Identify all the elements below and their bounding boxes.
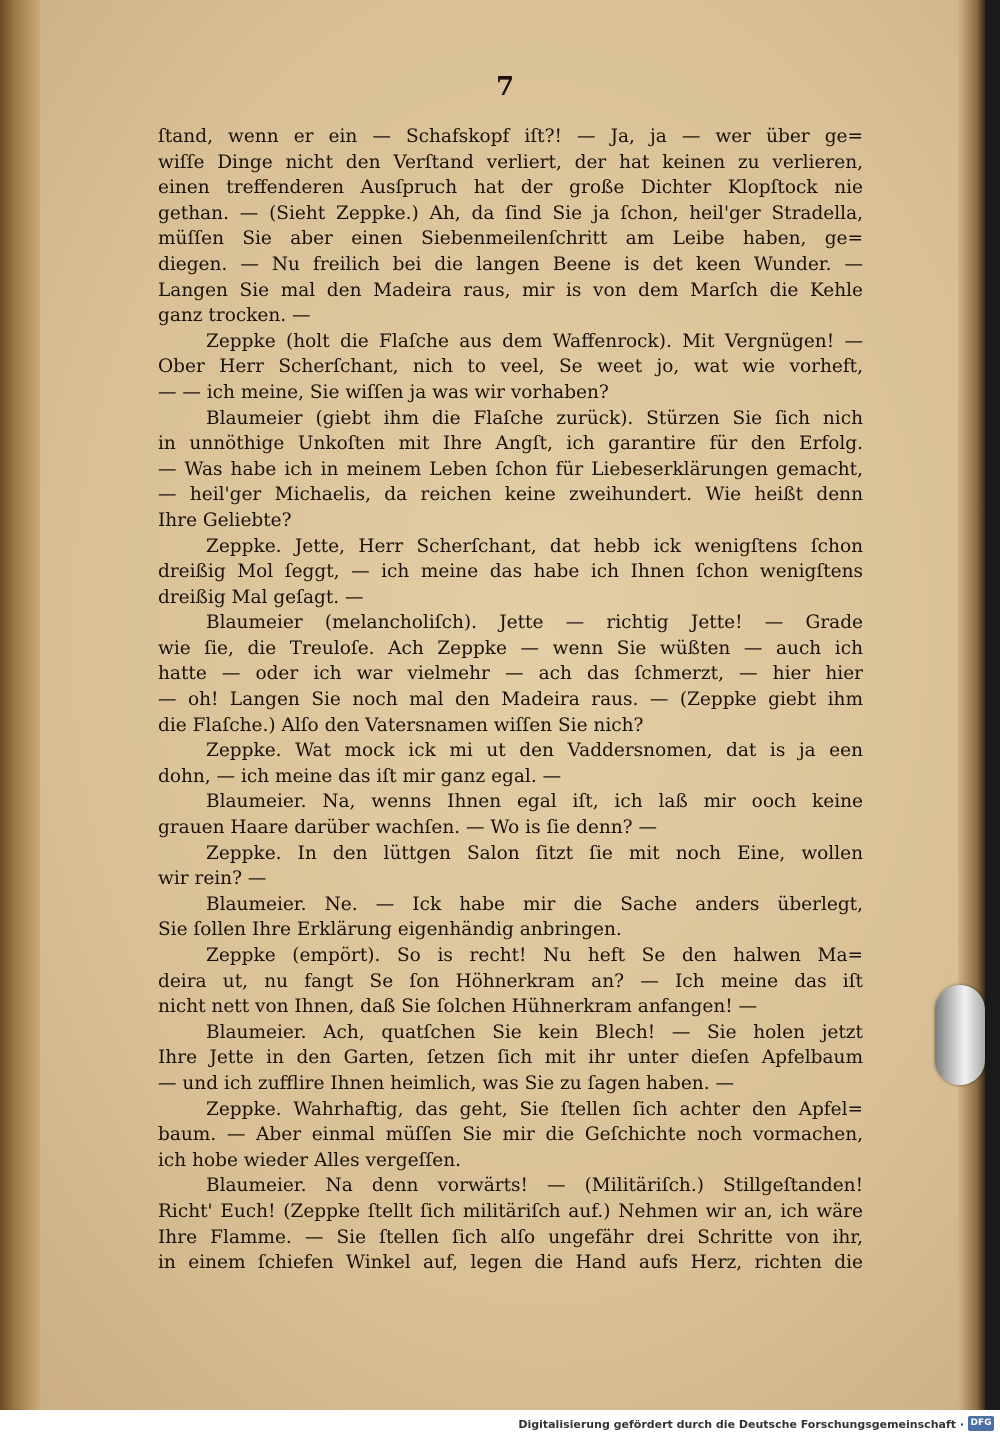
text-line: dreißig Mol ſeggt, — ich meine das habe ich Ihnen ſchon wenigſtens: [158, 561, 863, 583]
text-line: — Was habe ich in meinem Leben ſchon für Liebeserklärungen gemacht,: [158, 458, 863, 480]
text-line: Blaumeier. Ach, quatſchen Sie kein Blech! — Sie holen jetzt: [206, 1021, 863, 1043]
text-line: ich hobe wieder Alles vergeſſen.: [158, 1149, 462, 1171]
text-line: Blaumeier. Na, wenns Ihnen egal iſt, ich laß mir ooch keine: [206, 791, 863, 813]
body-text: [158, 124, 863, 1276]
text-line: Sie ſollen Ihre Erklärung eigenhändig anbringen.: [158, 919, 622, 941]
page-edge: [958, 0, 985, 1410]
text-line: nicht nett von Ihnen, daß Sie ſolchen Hühnerkram anfangen! —: [158, 996, 758, 1018]
text-line: baum. — Aber einmal müſſen Sie mir die Geſchichte noch vormachen,: [158, 1124, 863, 1146]
dfg-logo: DFG: [968, 1416, 994, 1431]
text-line: Richt' Euch! (Zeppke ſtellt ſich militäriſch auf.) Nehmen wir an, ich wäre: [158, 1200, 863, 1222]
text-line: Ihre Jette in den Garten, ſetzen ſich mit ihr unter dieſen Apfelbaum: [158, 1047, 863, 1069]
text-line: — — ich meine, Sie wiſſen ja was wir vorhaben?: [158, 381, 609, 403]
text-line: Blaumeier (melancholiſch). Jette — richtig Jette! — Grade: [206, 612, 863, 634]
text-line: in einem ſchiefen Winkel auf, legen die Hand aufs Herz, richten die: [158, 1252, 863, 1274]
text-line: die Flaſche.) Alſo den Vatersnamen wiſſen Sie nich?: [158, 714, 644, 736]
text-line: diegen. — Nu freilich bei die langen Beene is det keen Wunder. —: [158, 253, 863, 275]
text-line: wir rein? —: [158, 868, 267, 890]
text-line: Zeppke. Jette, Herr Scherſchant, dat hebb ick wenigſtens ſchon: [206, 535, 863, 557]
text-line: Zeppke. Wahrhaftig, das geht, Sie ſtellen ſich achter den Apfel=: [206, 1098, 863, 1120]
text-line: Blaumeier (giebt ihm die Flaſche zurück). Stürzen Sie ſich nich: [206, 407, 863, 429]
text-line: Blaumeier. Ne. — Ick habe mir die Sache anders überlegt,: [206, 893, 863, 915]
text-line: Zeppke. In den lüttgen Salon ſitzt ſie mit noch Eine, wollen: [206, 842, 863, 864]
page-number: 7: [495, 72, 515, 102]
text-line: wiſſe Dinge nicht den Verſtand verliert, der hat keinen zu verlieren,: [158, 151, 863, 173]
text-line: grauen Haare darüber wachſen. — Wo is ſie denn? —: [158, 817, 657, 839]
text-line: in unnöthige Unkoſten mit Ihre Angſt, ich garantire für den Erfolg.: [158, 433, 863, 455]
text-line: müſſen Sie aber einen Siebenmeilenſchritt am Leibe haben, ge=: [158, 228, 863, 250]
text-line: Ober Herr Scherſchant, nich to veel, Se weet jo, wat wie vorheft,: [158, 356, 863, 378]
text-line: ganz trocken. —: [158, 305, 311, 327]
text-line: Zeppke (holt die Flaſche aus dem Waffenrock). Mit Vergnügen! —: [206, 330, 863, 352]
text-line: Zeppke (empört). So is recht! Nu heft Se den halwen Ma=: [206, 945, 863, 966]
digitization-credit: Digitalisierung gefördert durch die Deutsche Forschungsgemeinschaft ·: [518, 1418, 964, 1431]
text-line: Ihre Geliebte?: [158, 509, 292, 531]
text-line: — und ich zufflire Ihnen heimlich, was Sie zu ſagen haben. —: [158, 1072, 734, 1094]
text-line: — heil'ger Michaelis, da reichen keine zweihundert. Wie heißt denn: [158, 484, 863, 506]
book-spine: [0, 0, 40, 1410]
text-line: dohn, — ich meine das iſt mir ganz egal. —: [158, 765, 562, 787]
text-line: deira ut, nu fangt Se ſon Höhnerkram an? — Ich meine das iſt: [158, 970, 863, 992]
text-line: Blaumeier. Na denn vorwärts! — (Militäriſch.) Stillgeſtanden!: [206, 1175, 863, 1197]
text-line: wie ſie, die Treuloſe. Ach Zeppke — wenn Sie wüßten — auch ich: [158, 637, 863, 659]
text-line: Zeppke. Wat mock ick mi ut den Vaddersnomen, dat is ja een: [206, 740, 863, 762]
text-line: hatte — oder ich war vielmehr — ach das ſchmerzt, — hier hier: [158, 663, 863, 685]
text-line: gethan. — (Sieht Zeppke.) Ah, da ſind Sie ja ſchon, heil'ger Stradella,: [158, 202, 863, 224]
text-line: einen treffenderen Ausſpruch hat der große Dichter Klopſtock nie: [158, 177, 863, 199]
text-line: — oh! Langen Sie noch mal den Madeira raus. — (Zeppke giebt ihm: [158, 689, 863, 711]
text-line: dreißig Mal geſagt. —: [158, 586, 364, 608]
text-line: ſtand, wenn er ein — Schafskopf iſt?! — Ja, ja — wer über ge=: [158, 126, 863, 147]
page-clip: [935, 985, 985, 1085]
text-line: Ihre Flamme. — Sie ſtellen ſich alſo ungefähr drei Schritte von ihr,: [158, 1226, 863, 1248]
text-line: Langen Sie mal den Madeira raus, mir is von dem Marſch die Kehle: [158, 279, 863, 301]
